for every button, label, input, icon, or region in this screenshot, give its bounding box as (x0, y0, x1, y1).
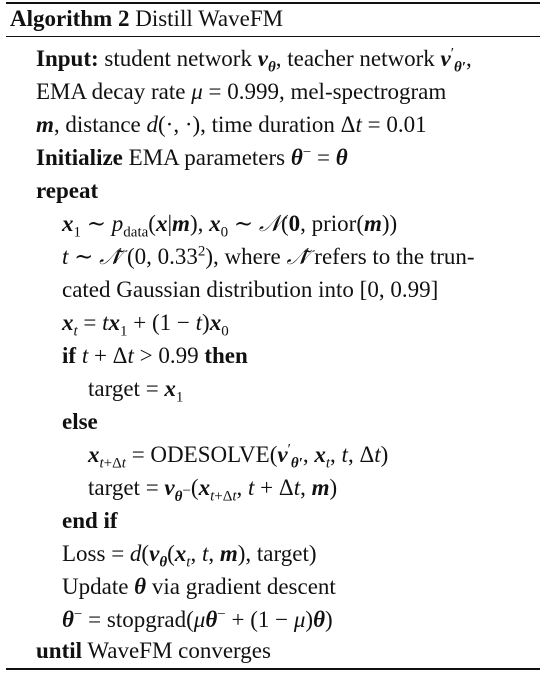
title-rule (6, 36, 540, 37)
odesolve-line: $x_{t+\Delta t}$ = $ODESOLVE(v'_{\theta'}$, $x_t$, t, Δt) (88, 441, 389, 472)
algorithm-label: Algorithm 2 (10, 6, 130, 31)
else-keyword: else (62, 409, 98, 434)
time-sample-line-1: t ∼ 𝒩̃ (0, 0.33$^2$), where 𝒩̃ refers to the trun- (62, 243, 475, 269)
ema-update-line: θ− = stopgrad(μθ− + (1 − μ)θ) (62, 606, 333, 632)
until-line: until WaveFM converges (36, 638, 271, 663)
interpolation-line: $x_t = tx_1 + (1 - t)x_0$ (62, 310, 229, 340)
time-sample-line-2: cated Gaussian distribution into [0, 0.99] (62, 277, 439, 302)
algorithm-title (10, 4, 283, 34)
initialize-line: Initialize EMA parameters θ− = θ (36, 144, 348, 170)
target-line-1: target = $x_1$ (88, 376, 184, 406)
bottom-rule (6, 668, 540, 670)
end-if-keyword: end if (62, 508, 118, 533)
repeat-keyword: repeat (36, 178, 99, 203)
input-line-2: EMA decay rate μ = 0.999, mel-spectrogram (36, 79, 447, 104)
loss-line: Loss = $d(v_\theta(x_t$, t, m), target) (62, 541, 317, 571)
if-line: if t + Δt > 0.99 then (62, 343, 248, 368)
target-line-2: target = $v_{\theta^-}(x_{t+\Delta t}$, t + Δt, m) (88, 475, 338, 505)
update-line: Update θ via gradient descent (62, 574, 336, 599)
algorithm-name: Distill WaveFM (135, 6, 284, 31)
sample-line: $x_1$ ∼ $p_{data}(x|m)$, $x_0$ ∼ 𝒩(0, prior(m)) (62, 211, 398, 241)
input-line-1: Input: student network $v_\theta$, teacher network $v'_{\theta'}$, (36, 45, 472, 76)
input-line-3: m, distance d(·, ·), time duration Δt = 0.01 (36, 112, 427, 137)
